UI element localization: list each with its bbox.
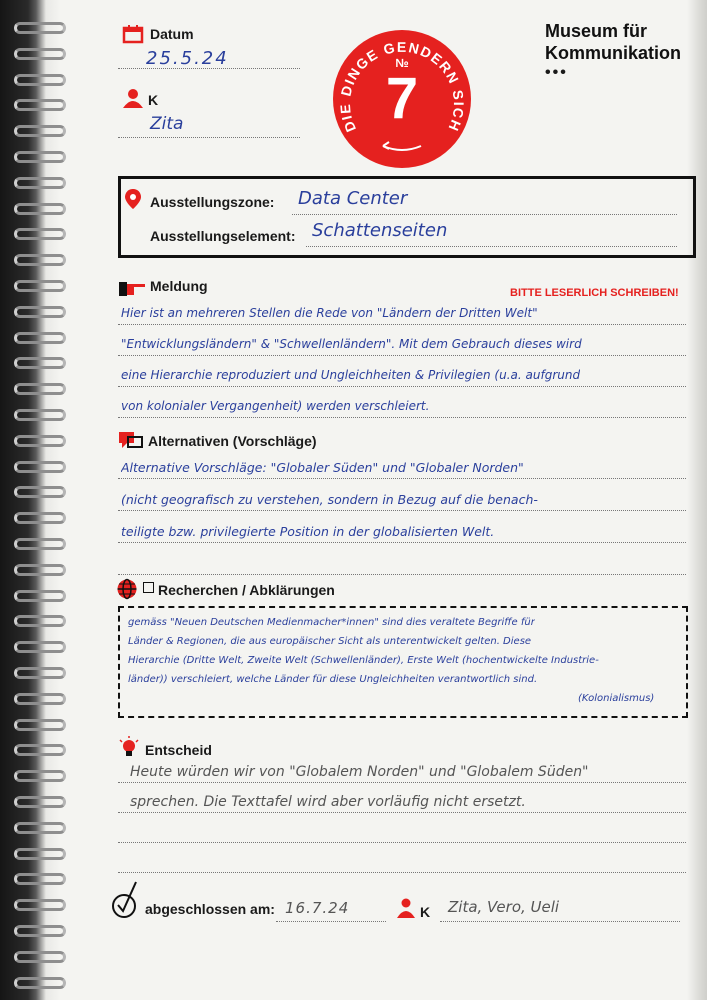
alternativen-rule (118, 478, 686, 479)
binding-ring (14, 357, 66, 369)
datum-line (118, 68, 300, 69)
museum-line2: Kommunikation (545, 43, 682, 63)
binding-ring (14, 383, 66, 395)
alternativen-line: (nicht geografisch zu verstehen, sondern in Bezug auf die benach- (121, 492, 538, 507)
meldung-line: von kolonialer Vergangenheit) werden verschleiert. (121, 399, 430, 413)
zone-label: Ausstellungszone: (150, 194, 275, 210)
zone-value[interactable]: Data Center (298, 188, 408, 209)
binding-ring (14, 719, 66, 731)
entscheid-rule (118, 872, 686, 873)
binding-ring (14, 177, 66, 189)
museum-logo-text (545, 20, 681, 64)
binding-ring (14, 590, 66, 602)
alternativen-label: Alternativen (Vorschläge) (148, 433, 317, 449)
museum-line1: Museum für (545, 21, 648, 41)
entscheid-line: sprechen. Die Texttafel wird aber vorläufig nicht ersetzt. (130, 794, 526, 810)
abgeschlossen-line (276, 921, 386, 922)
k-value[interactable]: Zita (150, 114, 184, 134)
badge-die-dinge-gendern-sich (333, 30, 471, 168)
recherchen-line: länder)) verschleiert, welche Länder für diese Ungleichheiten verantwortlich sind. (128, 674, 538, 685)
element-value[interactable]: Schattenseiten (312, 220, 448, 241)
binding-ring (14, 332, 66, 344)
globe-icon (116, 578, 138, 600)
binding-ring (14, 151, 66, 163)
binding-ring (14, 435, 66, 447)
abgeschlossen-value[interactable]: 16.7.24 (285, 899, 350, 917)
footer-k-label: K (420, 904, 431, 920)
speech-bubbles-icon (118, 430, 144, 452)
zone-line (292, 214, 677, 215)
binding-ring (14, 48, 66, 60)
alternativen-line: Alternative Vorschläge: "Globaler Süden" und "Globaler Norden" (121, 460, 524, 475)
binding-ring (14, 99, 66, 111)
k-label: K (148, 92, 159, 108)
binding-ring (14, 409, 66, 421)
recherchen-label: Recherchen / Abklärungen (158, 582, 335, 598)
binding-ring (14, 538, 66, 550)
binding-ring (14, 125, 66, 137)
footer-k-value[interactable]: Zita, Vero, Ueli (448, 898, 560, 916)
location-pin-icon (124, 188, 142, 210)
entscheid-line: Heute würden wir von "Globalem Norden" und "Globalem Süden" (130, 764, 589, 780)
badge-no: № (395, 56, 409, 70)
checkmark-circle-icon (108, 880, 140, 920)
meldung-rule (118, 386, 686, 387)
meldung-label: Meldung (150, 278, 208, 294)
calendar-icon (122, 24, 144, 44)
binding-ring (14, 280, 66, 292)
binding-ring (14, 486, 66, 498)
datum-label: Datum (150, 26, 194, 42)
meldung-line: "Entwicklungsländern" & "Schwellenländern". Mit dem Gebrauch dieses wird (121, 337, 582, 351)
museum-dots: ••• (545, 64, 568, 81)
meldung-rule (118, 324, 686, 325)
entscheid-label: Entscheid (145, 742, 212, 758)
binding-ring (14, 770, 66, 782)
binding-ring (14, 254, 66, 266)
binding-ring (14, 667, 66, 679)
recherchen-line: gemäss "Neuen Deutschen Medienmacher*innen" sind dies veraltete Begriffe für (128, 617, 535, 628)
binding-ring (14, 203, 66, 215)
binding-ring (14, 951, 66, 963)
element-label: Ausstellungselement: (150, 228, 296, 244)
binding-ring (14, 615, 66, 627)
lightbulb-icon (118, 736, 140, 760)
sheet-edge (687, 0, 707, 1000)
recherchen-line: (Kolonialismus) (578, 693, 655, 704)
binding-ring (14, 744, 66, 756)
person-icon (122, 88, 144, 108)
entscheid-rule (118, 812, 686, 813)
binding-ring (14, 512, 66, 524)
binding-ring (14, 822, 66, 834)
binding-ring (14, 228, 66, 240)
entscheid-rule (118, 842, 686, 843)
meldung-rule (118, 417, 686, 418)
binding-ring (14, 306, 66, 318)
recherchen-line: Hierarchie (Dritte Welt, Zweite Welt (Schwellenländer), Erste Welt (hochentwickelte Industrie- (128, 655, 599, 666)
binding-ring (14, 848, 66, 860)
k-line (118, 137, 300, 138)
binding-ring (14, 796, 66, 808)
person-icon-footer (396, 898, 416, 918)
binding-ring (14, 74, 66, 86)
binding-ring (14, 925, 66, 937)
alternativen-rule (118, 574, 686, 575)
element-line (306, 246, 677, 247)
meldung-rule (118, 355, 686, 356)
footer-k-line (440, 921, 680, 922)
badge-number: 7 (385, 66, 419, 131)
meldung-line: Hier ist an mehreren Stellen die Rede von "Ländern der Dritten Welt" (121, 306, 538, 320)
pointing-hand-icon (118, 276, 146, 298)
binding-ring (14, 977, 66, 989)
binding-ring (14, 693, 66, 705)
abgeschlossen-label: abgeschlossen am: (145, 901, 275, 917)
binding-ring (14, 564, 66, 576)
recherchen-line: Länder & Regionen, die aus europäischer Sicht als unterentwickelt gelten. Diese (128, 636, 532, 647)
binding-ring (14, 899, 66, 911)
alternativen-rule (118, 542, 686, 543)
alternativen-line: teiligte bzw. privilegierte Position in der globalisierten Welt. (121, 524, 495, 539)
meldung-line: eine Hierarchie reproduziert und Ungleichheiten & Privilegien (u.a. aufgrund (121, 368, 581, 382)
svg-text:DIE DINGE GENDERN SICH: DIE DINGE GENDERN SICH (336, 38, 468, 135)
entscheid-rule (118, 782, 686, 783)
checkbox-icon[interactable] (143, 582, 154, 593)
leserlich-notice: BITTE LESERLICH SCHREIBEN! (510, 287, 679, 299)
binding-ring (14, 873, 66, 885)
binding-ring (14, 461, 66, 473)
binding-ring (14, 22, 66, 34)
datum-value[interactable]: 25.5.24 (146, 48, 229, 69)
alternativen-rule (118, 510, 686, 511)
binding-ring (14, 641, 66, 653)
